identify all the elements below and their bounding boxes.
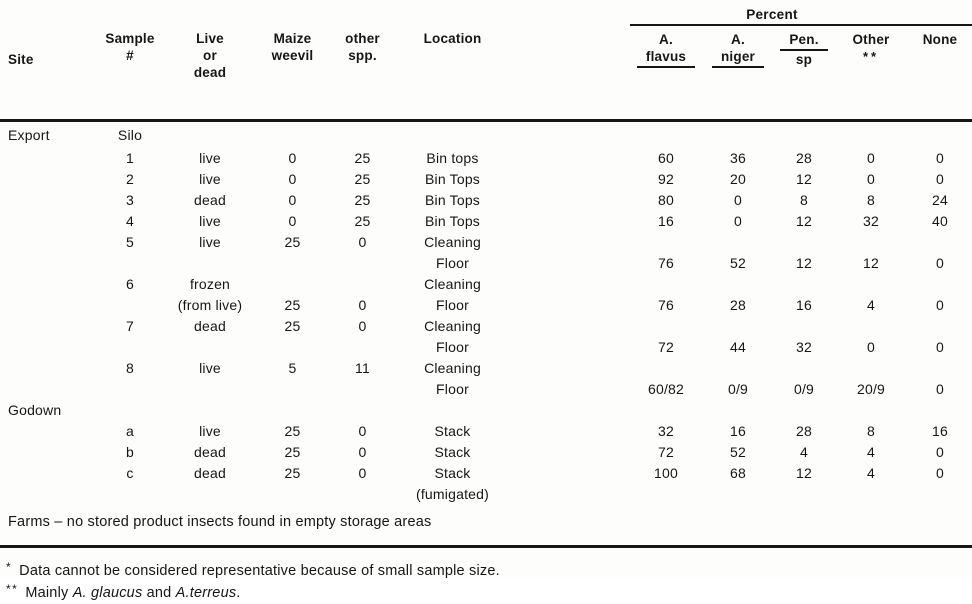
table-row (0, 295, 972, 316)
cell-location: (fumigated) (395, 484, 510, 505)
cell-other_star: 20/9 (834, 379, 908, 400)
cell-maize_weevil: 5 (255, 358, 330, 379)
cell-site (0, 484, 95, 505)
spacer-cell (510, 400, 630, 421)
cell-none (908, 400, 972, 421)
cell-none (908, 232, 972, 253)
spacer-cell (510, 421, 630, 442)
cell-site (0, 442, 95, 463)
column-header-location (395, 25, 510, 121)
table-header (0, 0, 972, 121)
cell-other_star: 4 (834, 295, 908, 316)
cell-a_flavus: 80 (630, 190, 702, 211)
cell-other_star (834, 358, 908, 379)
cell-other_star: 0 (834, 337, 908, 358)
cell-a_flavus: 60 (630, 148, 702, 169)
cell-sample: 1 (95, 148, 165, 169)
cell-location: Bin Tops (395, 190, 510, 211)
cell-a_niger: 68 (702, 463, 774, 484)
cell-location: Floor (395, 253, 510, 274)
table-row (0, 190, 972, 211)
cell-site (0, 337, 95, 358)
spacer-cell (510, 274, 630, 295)
cell-location: Cleaning (395, 316, 510, 337)
spacer-cell (510, 295, 630, 316)
table-row (0, 121, 972, 149)
cell-pen_sp (774, 316, 834, 337)
cell-pen_sp (774, 484, 834, 505)
cell-maize_weevil: 25 (255, 316, 330, 337)
cell-maize_weevil (255, 274, 330, 295)
cell-other_spp (330, 400, 395, 421)
cell-other_star (834, 400, 908, 421)
column-header-line: niger (712, 48, 764, 68)
column-header-other_star (834, 25, 908, 121)
cell-other_star: 0 (834, 169, 908, 190)
spacer-cell (510, 442, 630, 463)
cell-a_flavus (630, 316, 702, 337)
cell-pen_sp (774, 121, 834, 149)
cell-live_or_dead: (from live) (165, 295, 255, 316)
cell-pen_sp: 8 (774, 190, 834, 211)
cell-a_flavus (630, 121, 702, 149)
column-header-line: Location (395, 30, 510, 47)
cell-sample (95, 379, 165, 400)
spacer-cell (510, 190, 630, 211)
spacer-cell (510, 211, 630, 232)
table-row (0, 400, 972, 421)
cell-location: Floor (395, 379, 510, 400)
column-header-line: Site (8, 51, 95, 68)
cell-live_or_dead: dead (165, 316, 255, 337)
cell-none: 0 (908, 295, 972, 316)
column-header-pen_sp (774, 25, 834, 121)
cell-a_niger (702, 484, 774, 505)
cell-other_spp (330, 274, 395, 295)
cell-a_niger: 36 (702, 148, 774, 169)
column-header-site (0, 25, 95, 121)
cell-sample: 2 (95, 169, 165, 190)
cell-sample: c (95, 463, 165, 484)
cell-a_niger: 0 (702, 190, 774, 211)
cell-site (0, 253, 95, 274)
cell-pen_sp: 0/9 (774, 379, 834, 400)
cell-other_star (834, 274, 908, 295)
cell-none: 40 (908, 211, 972, 232)
column-header-line: Other (834, 31, 908, 48)
cell-pen_sp (774, 274, 834, 295)
table-row (0, 274, 972, 295)
cell-sample (95, 253, 165, 274)
cell-other_star: 8 (834, 421, 908, 442)
cell-live_or_dead: live (165, 358, 255, 379)
cell-site (0, 169, 95, 190)
cell-sample (95, 337, 165, 358)
cell-other_spp: 25 (330, 190, 395, 211)
cell-none: 0 (908, 253, 972, 274)
cell-a_flavus: 32 (630, 421, 702, 442)
percent-group-header (630, 0, 972, 25)
cell-pen_sp: 4 (774, 442, 834, 463)
cell-other_spp (330, 484, 395, 505)
cell-other_spp (330, 337, 395, 358)
cell-sample: 3 (95, 190, 165, 211)
column-header-line: # (95, 47, 165, 64)
footnote-text: . (236, 585, 240, 601)
spacer-cell (510, 148, 630, 169)
cell-other_star: 4 (834, 463, 908, 484)
cell-maize_weevil: 25 (255, 442, 330, 463)
cell-other_spp: 25 (330, 148, 395, 169)
cell-other_spp: 0 (330, 463, 395, 484)
cell-pen_sp: 12 (774, 211, 834, 232)
cell-other_spp: 0 (330, 295, 395, 316)
cell-none: 0 (908, 442, 972, 463)
footnote-marker: * (6, 560, 12, 574)
cell-a_niger: 52 (702, 253, 774, 274)
cell-location: Floor (395, 295, 510, 316)
table-row (0, 232, 972, 253)
spacer-cell (510, 484, 630, 505)
cell-location: Floor (395, 337, 510, 358)
footnote (6, 583, 972, 604)
cell-sample: a (95, 421, 165, 442)
spacer-cell (510, 337, 630, 358)
cell-none: 24 (908, 190, 972, 211)
table-row (0, 463, 972, 484)
column-header-line: or (165, 47, 255, 64)
cell-none (908, 316, 972, 337)
cell-a_flavus (630, 358, 702, 379)
spacer-cell (510, 121, 630, 149)
cell-other_spp (330, 253, 395, 274)
column-header-line: other (330, 30, 395, 47)
cell-none (908, 274, 972, 295)
cell-a_flavus: 92 (630, 169, 702, 190)
cell-other_spp: 0 (330, 232, 395, 253)
column-header-line: Sample (95, 30, 165, 47)
cell-maize_weevil (255, 337, 330, 358)
column-header-line: spp. (330, 47, 395, 64)
cell-other_spp (330, 121, 395, 149)
cell-none: 0 (908, 337, 972, 358)
cell-sample: 7 (95, 316, 165, 337)
spacer-cell (510, 232, 630, 253)
table-row (0, 379, 972, 400)
cell-none: 0 (908, 169, 972, 190)
cell-other_spp: 0 (330, 316, 395, 337)
cell-other_star: 4 (834, 442, 908, 463)
column-header-line: dead (165, 64, 255, 81)
column-header-line: weevil (255, 47, 330, 64)
cell-live_or_dead: live (165, 211, 255, 232)
cell-location: Stack (395, 463, 510, 484)
cell-pen_sp (774, 400, 834, 421)
cell-live_or_dead (165, 400, 255, 421)
cell-pen_sp (774, 232, 834, 253)
cell-none: 0 (908, 379, 972, 400)
cell-a_niger: 52 (702, 442, 774, 463)
cell-location: Stack (395, 421, 510, 442)
cell-maize_weevil: 25 (255, 463, 330, 484)
cell-sample: 5 (95, 232, 165, 253)
column-header-line: Pen. (780, 31, 827, 51)
cell-maize_weevil: 25 (255, 421, 330, 442)
cell-live_or_dead: frozen (165, 274, 255, 295)
cell-a_flavus (630, 400, 702, 421)
cell-maize_weevil: 0 (255, 148, 330, 169)
cell-a_flavus: 76 (630, 295, 702, 316)
cell-live_or_dead: dead (165, 190, 255, 211)
cell-location (395, 121, 510, 149)
cell-maize_weevil: 0 (255, 169, 330, 190)
table-row (0, 337, 972, 358)
cell-location: Bin tops (395, 148, 510, 169)
cell-a_niger (702, 274, 774, 295)
footnote-text: Mainly (25, 585, 72, 601)
cell-site: Export (0, 121, 95, 149)
cell-sample (95, 400, 165, 421)
cell-none: 16 (908, 421, 972, 442)
cell-a_niger: 20 (702, 169, 774, 190)
cell-a_flavus: 16 (630, 211, 702, 232)
farms-note: Farms – no stored product insects found in empty storage areas (8, 514, 972, 530)
cell-pen_sp (774, 358, 834, 379)
column-header-sample (95, 25, 165, 121)
table-row (0, 316, 972, 337)
footnote-text: and (142, 585, 175, 601)
cell-live_or_dead: live (165, 169, 255, 190)
cell-a_niger: 16 (702, 421, 774, 442)
cell-a_niger (702, 400, 774, 421)
cell-live_or_dead (165, 253, 255, 274)
table-row (0, 253, 972, 274)
column-header-line: sp (774, 51, 834, 68)
cell-maize_weevil (255, 253, 330, 274)
column-header-line: flavus (637, 48, 695, 68)
column-header-line: None (908, 31, 972, 48)
cell-pen_sp: 12 (774, 169, 834, 190)
cell-a_flavus: 72 (630, 337, 702, 358)
cell-maize_weevil: 25 (255, 232, 330, 253)
cell-live_or_dead: dead (165, 442, 255, 463)
cell-site (0, 379, 95, 400)
cell-sample (95, 295, 165, 316)
cell-a_flavus (630, 484, 702, 505)
cell-pen_sp: 12 (774, 253, 834, 274)
cell-pen_sp: 12 (774, 463, 834, 484)
cell-site (0, 211, 95, 232)
cell-live_or_dead (165, 121, 255, 149)
cell-sample: 8 (95, 358, 165, 379)
cell-site (0, 190, 95, 211)
cell-other_star: 8 (834, 190, 908, 211)
spacer-cell (510, 169, 630, 190)
cell-sample: 4 (95, 211, 165, 232)
cell-live_or_dead (165, 379, 255, 400)
cell-location: Bin Tops (395, 169, 510, 190)
spacer-cell (510, 253, 630, 274)
cell-location: Cleaning (395, 358, 510, 379)
cell-a_niger: 0 (702, 211, 774, 232)
cell-a_niger (702, 316, 774, 337)
cell-location: Cleaning (395, 274, 510, 295)
footnote-marker: ** (6, 582, 18, 596)
cell-site: Godown (0, 400, 95, 421)
cell-a_niger: 0/9 (702, 379, 774, 400)
cell-other_star: 0 (834, 148, 908, 169)
cell-a_niger (702, 358, 774, 379)
cell-maize_weevil: 25 (255, 295, 330, 316)
spacer-cell (510, 379, 630, 400)
cell-a_niger (702, 121, 774, 149)
column-header-none (908, 25, 972, 121)
column-header-a_flavus (630, 25, 702, 121)
cell-maize_weevil: 0 (255, 211, 330, 232)
percent-row-empty (0, 0, 630, 25)
cell-location: Cleaning (395, 232, 510, 253)
column-header-a_niger (702, 25, 774, 121)
bottom-rule (0, 545, 972, 548)
cell-live_or_dead (165, 337, 255, 358)
cell-live_or_dead (165, 484, 255, 505)
cell-pen_sp: 32 (774, 337, 834, 358)
cell-live_or_dead: live (165, 148, 255, 169)
cell-maize_weevil (255, 379, 330, 400)
cell-site (0, 148, 95, 169)
spacer-cell (510, 358, 630, 379)
footnote-species-name: A.terreus (176, 585, 237, 601)
cell-a_flavus: 100 (630, 463, 702, 484)
cell-other_spp: 25 (330, 211, 395, 232)
cell-live_or_dead: live (165, 421, 255, 442)
cell-maize_weevil (255, 400, 330, 421)
cell-maize_weevil: 0 (255, 190, 330, 211)
cell-other_spp: 25 (330, 169, 395, 190)
cell-none (908, 121, 972, 149)
cell-location: Stack (395, 442, 510, 463)
footnote-text: Data cannot be considered representative because of small sample size. (19, 563, 500, 579)
cell-a_niger: 44 (702, 337, 774, 358)
footnotes (6, 561, 972, 604)
cell-site (0, 274, 95, 295)
spacer-cell (510, 316, 630, 337)
cell-a_flavus (630, 274, 702, 295)
cell-pen_sp: 28 (774, 148, 834, 169)
cell-a_flavus: 60/82 (630, 379, 702, 400)
cell-sample (95, 484, 165, 505)
percent-label: Percent (746, 7, 798, 22)
cell-a_flavus (630, 232, 702, 253)
table-row (0, 421, 972, 442)
cell-maize_weevil (255, 121, 330, 149)
cell-site (0, 316, 95, 337)
cell-other_star (834, 484, 908, 505)
table-row (0, 442, 972, 463)
cell-none (908, 484, 972, 505)
column-header-maize_weevil (255, 25, 330, 121)
column-header-line: Maize (255, 30, 330, 47)
footnote (6, 561, 972, 583)
cell-maize_weevil (255, 484, 330, 505)
column-header-line: ** (834, 48, 908, 65)
cell-none: 0 (908, 148, 972, 169)
cell-location: Bin Tops (395, 211, 510, 232)
column-labels-row (0, 25, 972, 121)
cell-other_star: 32 (834, 211, 908, 232)
column-header-line: Live (165, 30, 255, 47)
spacer-cell (510, 463, 630, 484)
cell-a_niger: 28 (702, 295, 774, 316)
cell-site (0, 421, 95, 442)
spacer-column (510, 25, 630, 121)
cell-other_star (834, 121, 908, 149)
cell-none (908, 358, 972, 379)
column-header-other_spp (330, 25, 395, 121)
table-body (0, 121, 972, 506)
cell-sample: 6 (95, 274, 165, 295)
table-row (0, 169, 972, 190)
footnote-species-name: A. glaucus (73, 585, 143, 601)
column-header-line: A. (630, 31, 702, 48)
cell-a_niger (702, 232, 774, 253)
cell-pen_sp: 16 (774, 295, 834, 316)
cell-live_or_dead: live (165, 232, 255, 253)
cell-other_spp: 11 (330, 358, 395, 379)
cell-other_spp (330, 379, 395, 400)
cell-sample: Silo (95, 121, 165, 149)
table-row (0, 358, 972, 379)
column-header-live_or_dead (165, 25, 255, 121)
cell-site (0, 295, 95, 316)
cell-a_flavus: 72 (630, 442, 702, 463)
table-row (0, 484, 972, 505)
cell-location (395, 400, 510, 421)
cell-pen_sp: 28 (774, 421, 834, 442)
column-header-line: A. (702, 31, 774, 48)
cell-other_star: 12 (834, 253, 908, 274)
cell-live_or_dead: dead (165, 463, 255, 484)
cell-other_star (834, 232, 908, 253)
cell-sample: b (95, 442, 165, 463)
cell-other_spp: 0 (330, 421, 395, 442)
percent-group-row (0, 0, 972, 25)
cell-site (0, 463, 95, 484)
cell-other_star (834, 316, 908, 337)
cell-site (0, 358, 95, 379)
cell-none: 0 (908, 463, 972, 484)
table-row (0, 211, 972, 232)
table-row (0, 148, 972, 169)
cell-a_flavus: 76 (630, 253, 702, 274)
cell-other_spp: 0 (330, 442, 395, 463)
cell-site (0, 232, 95, 253)
